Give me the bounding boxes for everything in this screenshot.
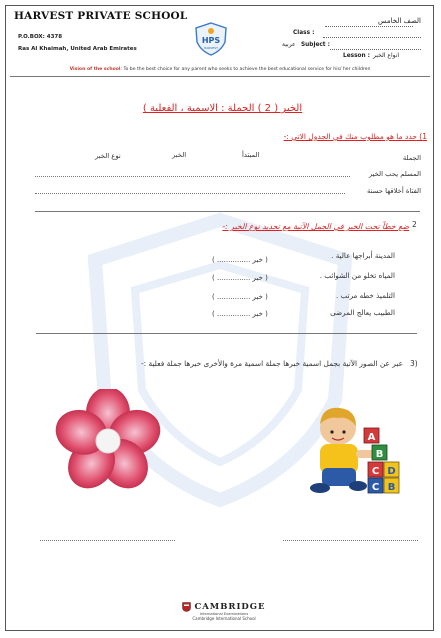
location: Ras Al Khaimah, United Arab Emirates <box>18 46 137 52</box>
q2-blank-2[interactable]: ( خبر ............... ) <box>212 274 268 282</box>
footer-caption: Cambridge International School <box>192 616 256 621</box>
section-divider-1 <box>35 211 420 212</box>
boy-blocks-image <box>298 388 418 496</box>
q2-sentence-3: التلميذ خطه مرتب . <box>335 291 395 300</box>
cambridge-crest-icon <box>182 602 191 612</box>
table-row-sentence-1: المسلم يحب الخير <box>368 170 421 178</box>
question-1-number: 1 <box>422 132 427 141</box>
section-divider-2 <box>36 333 417 334</box>
question-3-number: 3) <box>410 359 418 368</box>
vision-label: Vision of the school <box>69 67 121 72</box>
block-letter-3: C <box>371 466 380 477</box>
footer-org: CAMBRIDGE <box>194 602 266 612</box>
block-letter-4: D <box>387 466 396 477</box>
header-divider <box>10 76 430 77</box>
column-header-sentence: الجملة <box>402 154 421 162</box>
question-1-text: حدد ما هو مطلوب منك في الجدول الاتي :- <box>283 132 417 141</box>
subject-value: عربية <box>282 41 296 48</box>
table-row-answer-line-2[interactable] <box>35 193 345 194</box>
class-field[interactable] <box>323 37 421 38</box>
footer-sub: International Examinations <box>199 612 249 616</box>
question-2-number: 2 <box>412 220 417 229</box>
school-name: HARVEST PRIVATE SCHOOL <box>14 10 188 22</box>
subject-label: Subject : <box>301 42 330 48</box>
flower-image <box>43 389 173 494</box>
answer-line-boy[interactable] <box>283 540 418 541</box>
school-logo-icon <box>194 22 228 56</box>
block-letter-5: C <box>371 482 380 493</box>
column-header-predicate-type: نوع الخبر <box>95 152 121 160</box>
q2-blank-1[interactable]: ( خبر ............... ) <box>212 256 268 264</box>
block-letter-6: B <box>387 482 396 493</box>
po-box: P.O.BOX: 4378 <box>18 34 63 40</box>
lesson-label: Lesson : <box>343 53 370 59</box>
class-label: Class : <box>293 30 315 36</box>
logo-text: HPS <box>201 36 221 45</box>
answer-line-flower[interactable] <box>40 540 175 541</box>
question-3-prompt: عبر عن الصور الآتية بجمل اسمية خبرها جملة اسمية مرة والأخرى خبرها جملة فعلية :- <box>140 359 403 368</box>
subject-field[interactable] <box>330 49 421 50</box>
table-row-sentence-2: الفتاة أخلاقها حسنة <box>367 187 421 195</box>
vision-statement <box>10 67 430 72</box>
logo-caption: HARVEST <box>204 46 218 50</box>
q2-sentence-2: المياه تخلو من الشوائب . <box>319 271 395 280</box>
grade-underline <box>325 26 413 27</box>
footer-logo <box>175 602 273 621</box>
column-header-predicate: الخبر <box>172 151 187 159</box>
block-letter-2: B <box>375 449 384 460</box>
vision-text: : To be the best choice for any parent who seeks to achieve the best educational service for his/ her children <box>120 67 371 72</box>
block-letter-1: A <box>367 432 376 443</box>
q2-sentence-1: المدينة أبراجها عالية . <box>331 251 395 260</box>
lesson-title: الخبر ( 2 ) الجملة : الاسمية ، الفعلية ) <box>142 103 303 114</box>
question-1-prompt: 1) حدد ما هو مطلوب منك في الجدول الاتي :- <box>283 132 427 141</box>
grade-label: الصف الخامس <box>377 17 421 25</box>
table-row-answer-line-1[interactable] <box>35 176 350 177</box>
q2-blank-4[interactable]: ( خبر ............... ) <box>212 310 268 318</box>
q2-sentence-4: الطبيب يعالج المرضى <box>330 308 395 317</box>
q2-blank-3[interactable]: ( خبر ............... ) <box>212 293 268 301</box>
lesson-value: انواع الخبر <box>373 52 400 59</box>
column-header-subject: المبتدأ <box>242 151 260 159</box>
question-2-prompt: ضع خطاً تحت الخبر في الجمل الآتية مع تحديد نوع الخبر :- <box>222 222 409 231</box>
